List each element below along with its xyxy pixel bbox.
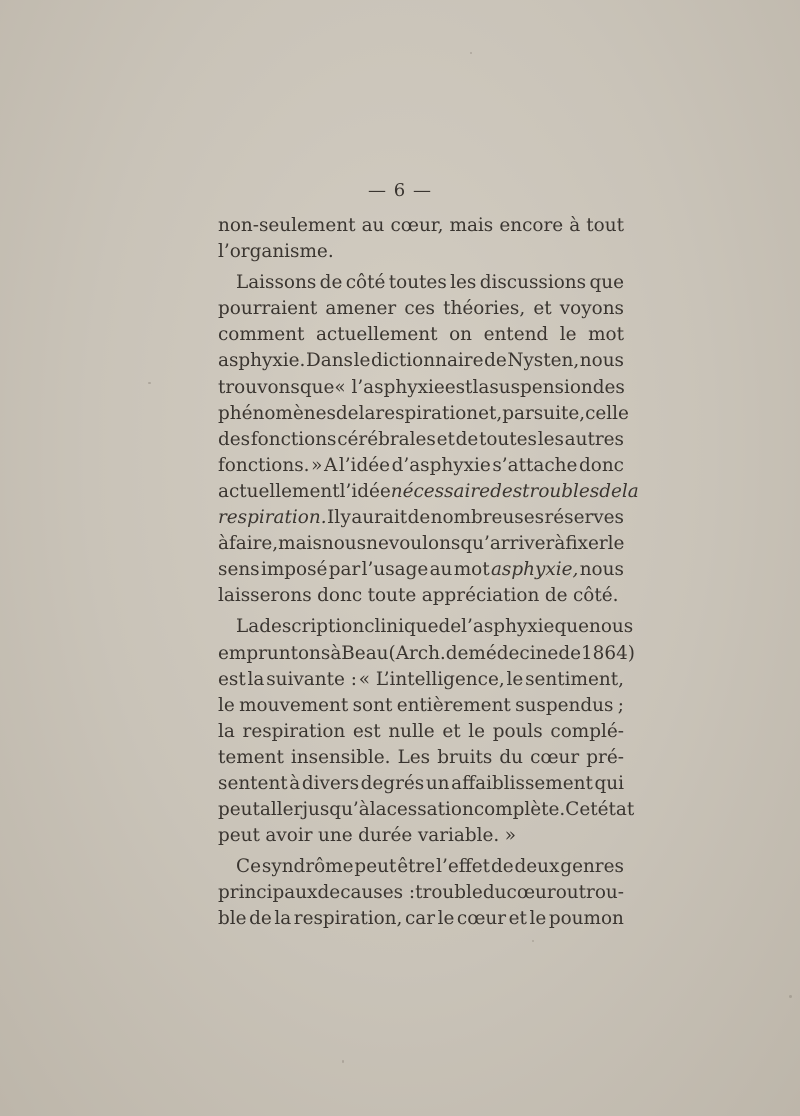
word: des [592,376,625,398]
word: trouvons [218,376,300,398]
word: au [429,559,453,581]
word: trouble [415,882,483,904]
word: l’asphyxie [461,616,555,638]
word: côté. [573,585,619,607]
text-line [218,213,624,239]
word: aller [259,799,303,821]
paper-speck [789,995,792,998]
word: de [317,882,341,904]
word: actuellement [315,324,438,346]
word: et [436,428,455,450]
text-line [218,531,624,557]
word: peut [218,799,260,821]
word: les [537,428,564,450]
word: respiration [242,720,346,742]
text-line [218,745,624,771]
word: non-seulement [218,215,356,236]
word: suspension [489,376,593,398]
word: fonctions [250,428,337,450]
word: et, [478,402,503,424]
word: de [544,585,568,607]
word: clinique [364,616,439,638]
word: durée [358,825,413,847]
word: de [249,908,272,930]
word: appréciation [421,585,540,607]
word: cœur [456,908,507,930]
text-line [218,880,624,906]
paper-speck [470,52,472,54]
word: laisserons [218,585,312,607]
word: dictionnaire [370,350,484,372]
word: sont [352,694,393,716]
word: toutes [388,272,447,294]
word: entend [483,324,549,346]
word: nous [321,533,367,555]
word: de [455,428,479,450]
word: état [597,799,635,821]
word: Beau [341,642,389,664]
word: que [299,376,335,398]
word: de [335,402,359,424]
word: à [554,533,566,555]
word: bruits [437,746,493,768]
word: la [218,720,235,742]
word: l’idée [338,454,390,476]
word: s’attache [492,454,578,476]
word: toute [367,585,417,607]
word: au [361,215,385,236]
word: l’idée [339,480,391,502]
text-line [218,771,624,797]
text-line [218,270,624,296]
word: mot [588,324,624,346]
page-number: — 6 — [368,180,432,201]
paper-speck [532,940,534,942]
word: aurait [351,507,408,529]
word: la [621,480,639,502]
word: La [236,616,260,638]
word: amener [325,298,397,320]
word: l’organisme. [218,241,334,263]
word: cœur [506,882,556,904]
word: Nysten, [507,350,580,372]
word: jusqu’à [302,799,370,821]
word: toutes [478,428,537,450]
word: encore [499,215,564,236]
word: » [504,825,516,847]
paper-speck [148,382,151,384]
word: et [508,908,527,930]
word: mouvement [239,694,349,716]
word: A [323,454,338,476]
word: la [274,908,292,930]
word: empruntons [218,642,331,664]
word: voyons [559,298,624,320]
word: par [502,402,534,424]
word: le [506,668,524,690]
word: cœur, [390,215,444,236]
text-line [218,557,624,583]
word: ; [617,694,624,716]
word: poumon [548,908,624,930]
word: le [559,324,577,346]
word: Dans [306,350,353,372]
word: que [554,616,589,638]
word: est [218,668,246,690]
text-line [218,296,624,322]
word: Ce [236,856,261,878]
word: phénomènes [218,402,336,424]
word: de [438,616,462,638]
word: asphyxie. [218,350,306,372]
word: Il [326,507,341,529]
word: fonctions. [218,454,310,476]
word: du [499,746,523,768]
word: avoir [265,825,313,847]
word: nous [588,616,634,638]
word: nécessaire [390,480,491,502]
word: le [218,694,235,716]
text-line [218,348,624,374]
word: pourraient [218,298,318,320]
word: causes : [340,882,416,904]
word: à [289,772,301,794]
text-line [218,583,624,609]
word: une [318,825,353,847]
word: asphyxie, [490,559,579,581]
word: des [218,428,251,450]
word: celle [585,402,629,424]
word: ne [366,533,389,555]
word: complète. [473,799,566,821]
word: comment [218,324,305,346]
word: description [259,616,365,638]
word: y [340,507,351,529]
word: syndrôme [261,856,354,878]
word: le [437,908,455,930]
text-line [218,505,624,531]
word: les [450,272,477,294]
word: ble [218,908,247,930]
word: fixer [565,533,608,555]
word: mais [449,215,494,236]
word: le [468,720,486,742]
word: ou [555,882,579,904]
word: théories, [443,298,526,320]
word: que [589,272,624,294]
word: le [607,533,625,555]
text-line [218,719,624,745]
word: affaiblissement [451,772,593,794]
word: d’asphyxie [391,454,491,476]
word: autres [564,428,624,450]
word: pouls [492,720,543,742]
word: de [319,272,343,294]
word: suivante : [266,668,357,690]
word: principaux [218,882,318,904]
word: sentiment, [525,668,624,690]
word: de [558,642,581,664]
word: genres [560,856,624,878]
word: donc [317,585,363,607]
word: on [449,324,473,346]
word: tement [218,746,284,768]
word: à [218,533,229,555]
word: deux [514,856,560,878]
word: donc [578,454,624,476]
word: entièrement [396,694,511,716]
word: trou- [578,882,624,904]
word: cœur [530,746,580,768]
word: respiration [375,402,479,424]
text-line [218,614,634,640]
word: nous [579,350,624,372]
word: côté [345,272,386,294]
text-line [218,375,624,401]
word: l’usage [361,559,429,581]
word: « L’intelligence, [358,668,505,690]
word: sens [218,559,260,581]
text-line [218,401,629,427]
text-line [218,667,624,693]
word: des [490,480,523,502]
word: de [407,507,431,529]
word: et [442,720,461,742]
word: imposé [260,559,328,581]
word: de [490,856,514,878]
word: médecine [468,642,559,664]
word: de [445,642,469,664]
word: suspendus [515,694,614,716]
word: la [472,376,490,398]
word: complé- [550,720,624,742]
word: « l’asphyxie [334,376,445,398]
word: faire, [228,533,279,555]
body-text [218,213,639,933]
word: Les [397,746,431,768]
word: de [599,480,622,502]
word: le [529,908,547,930]
word: voulons [388,533,461,555]
word: nulle [388,720,435,742]
text-line [218,854,624,880]
word: respiration, [293,908,403,930]
word: cessation [386,799,474,821]
text-line [218,797,635,823]
word: tout [586,215,624,236]
word: sentent [218,772,288,794]
word: par [328,559,361,581]
word: variable. [417,825,500,847]
word: qui [594,772,624,794]
word: le [353,350,371,372]
word: et [533,298,552,320]
word: la [358,402,376,424]
word: degrés [360,772,425,794]
word: de [484,350,507,372]
word: cérébrales [337,428,436,450]
word: Cet [565,799,598,821]
word: respiration. [218,507,327,529]
word: ces [404,298,435,320]
word: discussions [479,272,587,294]
text-line [218,427,624,453]
word: mais [278,533,322,555]
word: peut [354,856,397,878]
word: insensible. [290,746,391,768]
word: actuellement [218,480,340,502]
word: nous [579,559,624,581]
word: nombreuses [430,507,545,529]
paper-speck [342,1060,344,1063]
word: à [330,642,342,664]
text-line [218,239,624,265]
word: du [482,882,507,904]
word: l’effet [436,856,491,878]
word: à [569,215,581,236]
text-line [218,823,624,849]
word: est [352,720,381,742]
word: mot [453,559,490,581]
word: troubles [522,480,600,502]
word: (Arch. [388,642,446,664]
text-line [218,453,624,479]
word: » [311,454,323,476]
text-line [218,641,635,667]
word: Laissons [236,272,317,294]
word: car [404,908,435,930]
word: qu’arriver [460,533,555,555]
text-line [218,322,624,348]
word: divers [301,772,360,794]
word: être [397,856,436,878]
text-line [218,906,624,932]
text-line [218,479,639,505]
word: suite, [533,402,586,424]
word: peut [218,825,260,847]
word: pré- [586,746,624,768]
word: 1864) [580,642,635,664]
word: un [425,772,450,794]
text-line [218,693,624,719]
word: la [247,668,265,690]
word: est [444,376,473,398]
word: réserves [544,507,624,529]
word: la [369,799,387,821]
